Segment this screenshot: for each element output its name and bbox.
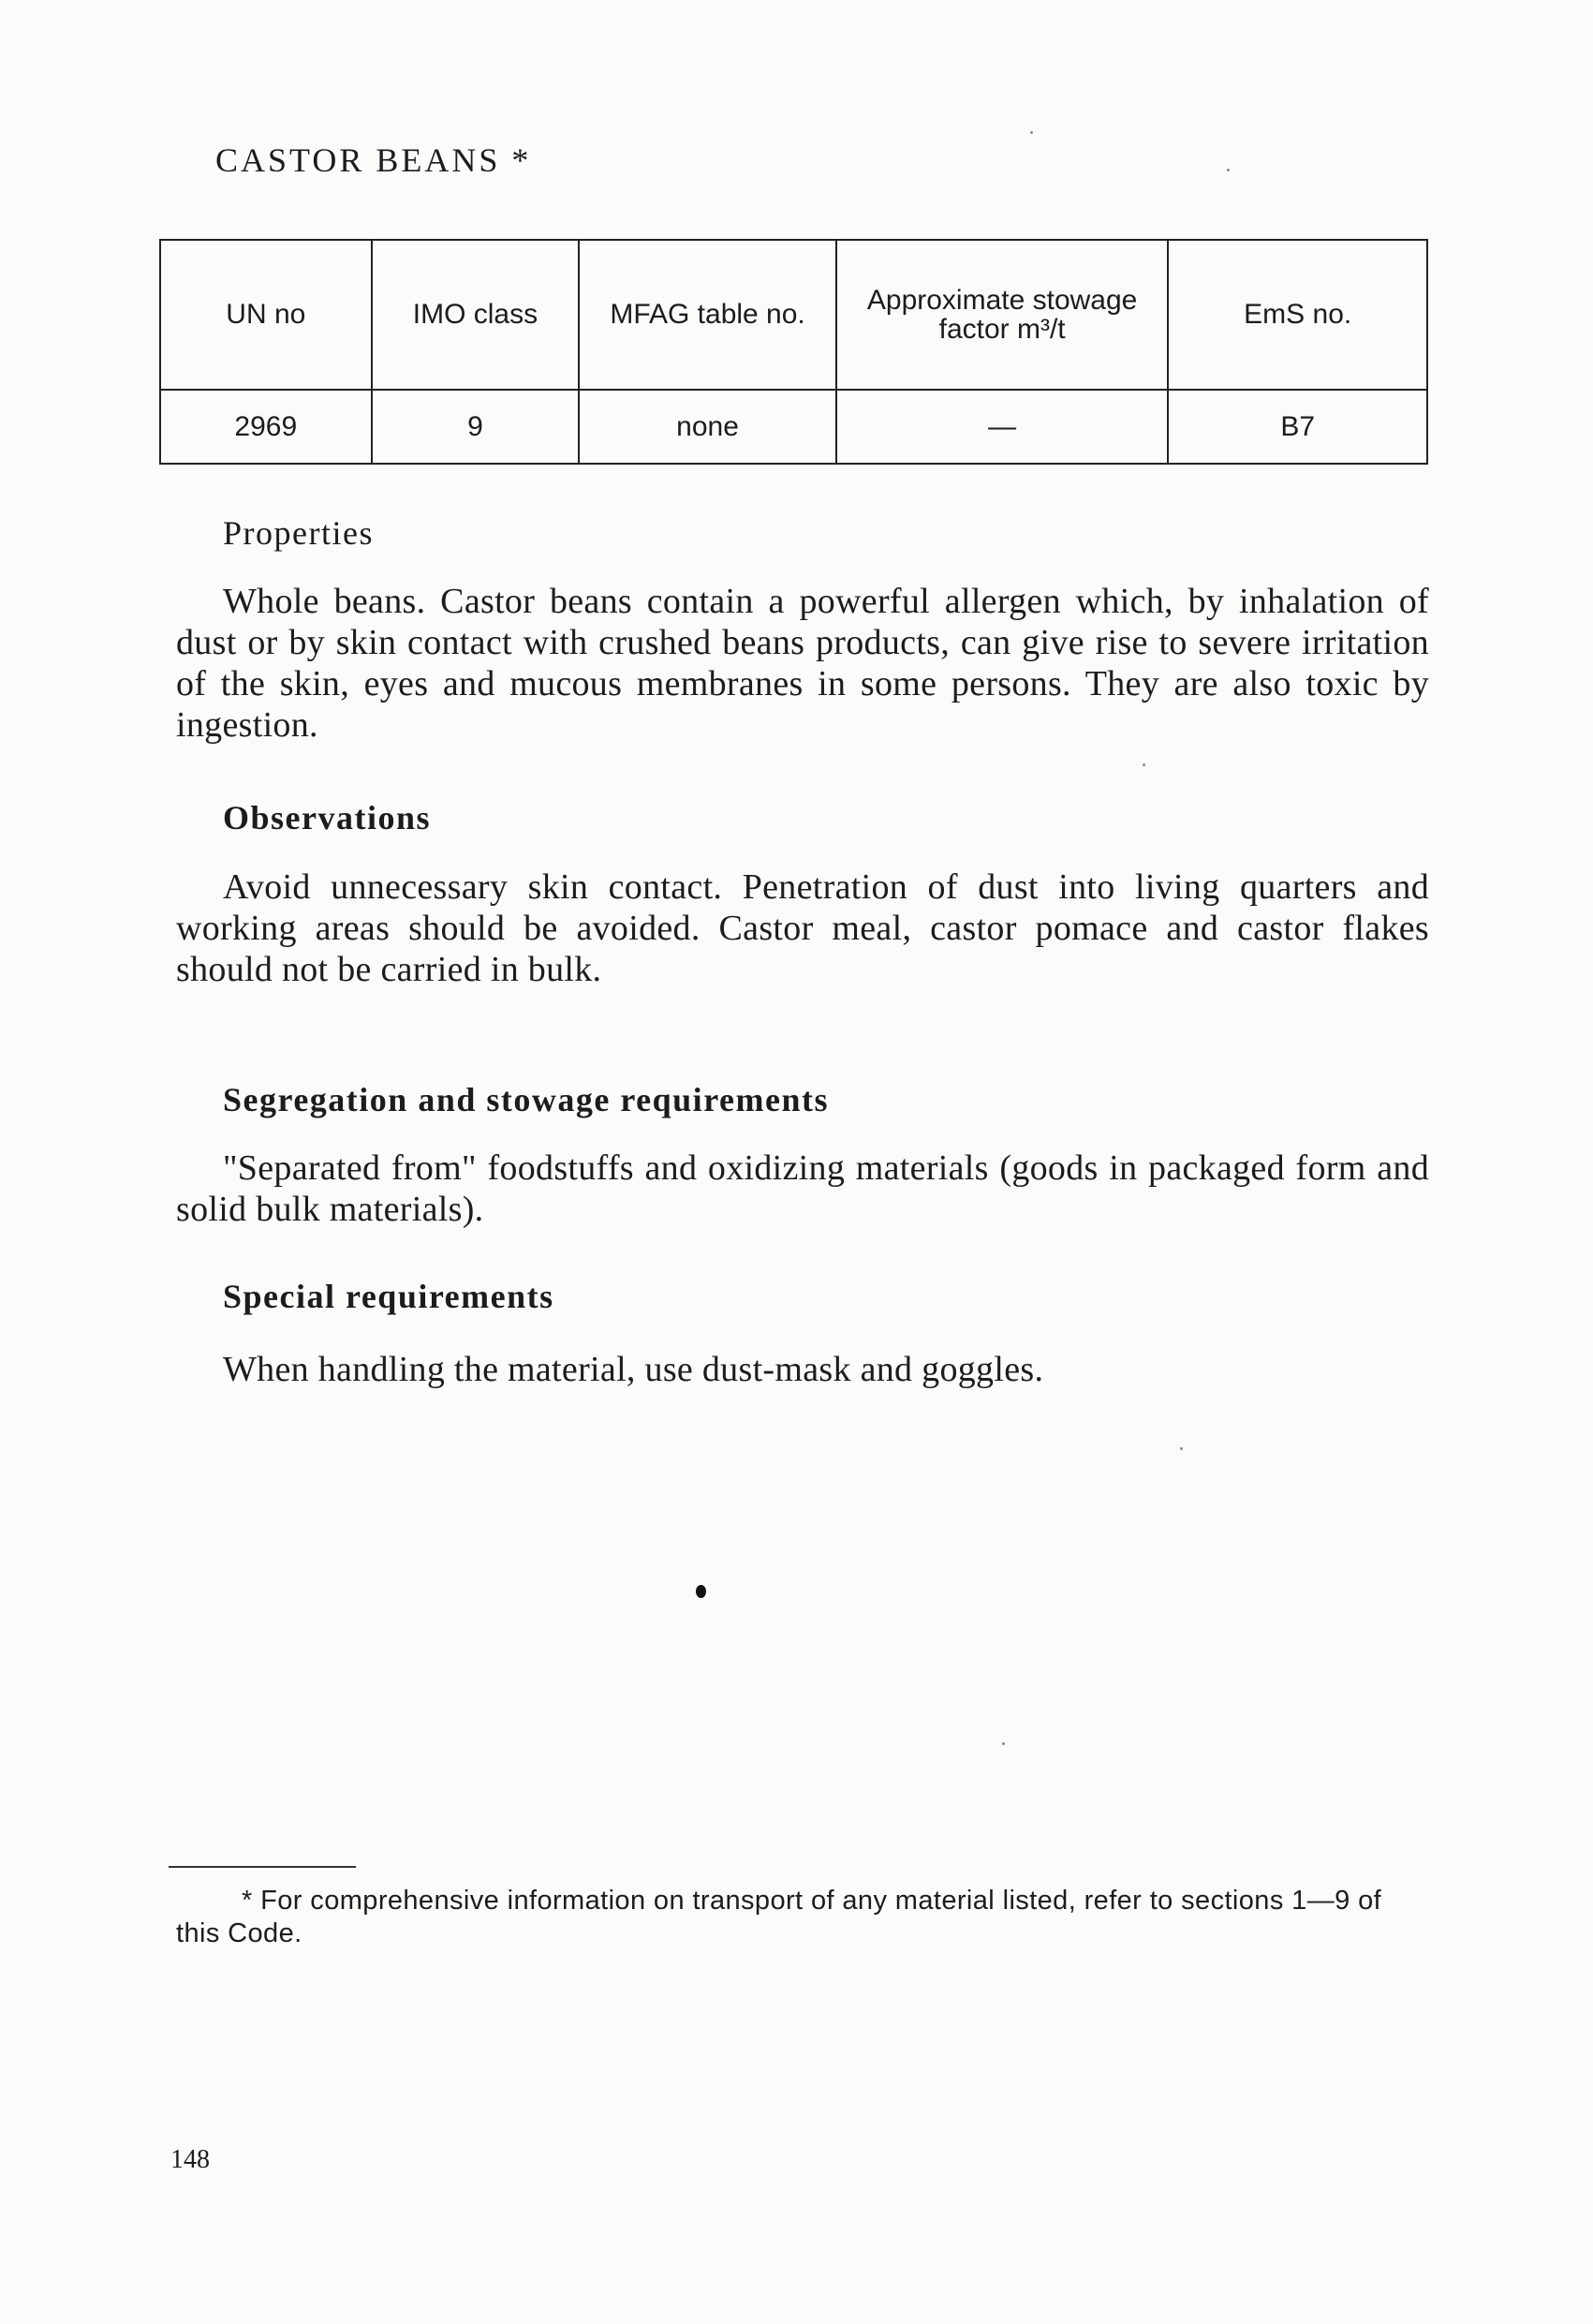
cargo-properties-table: [159, 239, 1428, 465]
page-number: 148: [170, 2145, 210, 2174]
special-requirements-text: When handling the material, use dust-mask and goggles.: [223, 1350, 1044, 1389]
table-row: [160, 390, 1427, 464]
cell-mfag-table-no: none: [579, 390, 836, 464]
footnote-divider: [169, 1866, 356, 1868]
ink-dot: [696, 1585, 706, 1598]
cell-ems-no: B7: [1168, 390, 1427, 464]
scan-speck: [1030, 131, 1033, 134]
cell-stowage-factor: —: [836, 390, 1169, 464]
table-header-row: [160, 240, 1427, 390]
observations-heading: Observations: [223, 799, 432, 836]
scan-speck: [1002, 1742, 1005, 1745]
header-stowage-factor: Approximate stowage factor m³/t: [836, 240, 1169, 390]
page-title: CASTOR BEANS *: [215, 141, 532, 179]
observations-text: Avoid unnecessary skin contact. Penetration of dust into living quarters and working areas should be avoided. Castor meal, castor pomace and castor flakes should not be carried in bulk.: [176, 867, 1429, 989]
special-requirements-heading: Special requirements: [223, 1278, 554, 1315]
scan-speck: [1180, 1447, 1183, 1450]
header-imo-class: IMO class: [372, 240, 580, 390]
footnote: * For comprehensive information on transport of any material listed, refer to sections 1—9 of this Code.: [176, 1886, 1382, 1948]
header-ems-no: EmS no.: [1168, 240, 1427, 390]
scan-speck: [1143, 763, 1145, 766]
segregation-heading: Segregation and stowage requirements: [223, 1081, 829, 1118]
segregation-text: "Separated from" foodstuffs and oxidizing materials (goods in packaged form and solid bulk materials).: [176, 1148, 1429, 1229]
properties-text: Whole beans. Castor beans contain a powerful allergen which, by inhalation of dust or by skin contact with crushed beans products, can give rise to severe irritation of the skin, eyes and mucous membranes in some persons. They are also toxic by ingestion.: [176, 582, 1429, 745]
header-un-no: UN no: [160, 240, 372, 390]
cell-un-no: 2969: [160, 390, 372, 464]
scan-speck: [1227, 169, 1230, 171]
cell-imo-class: 9: [372, 390, 580, 464]
properties-heading: Properties: [223, 514, 374, 552]
header-mfag-table-no: MFAG table no.: [579, 240, 836, 390]
